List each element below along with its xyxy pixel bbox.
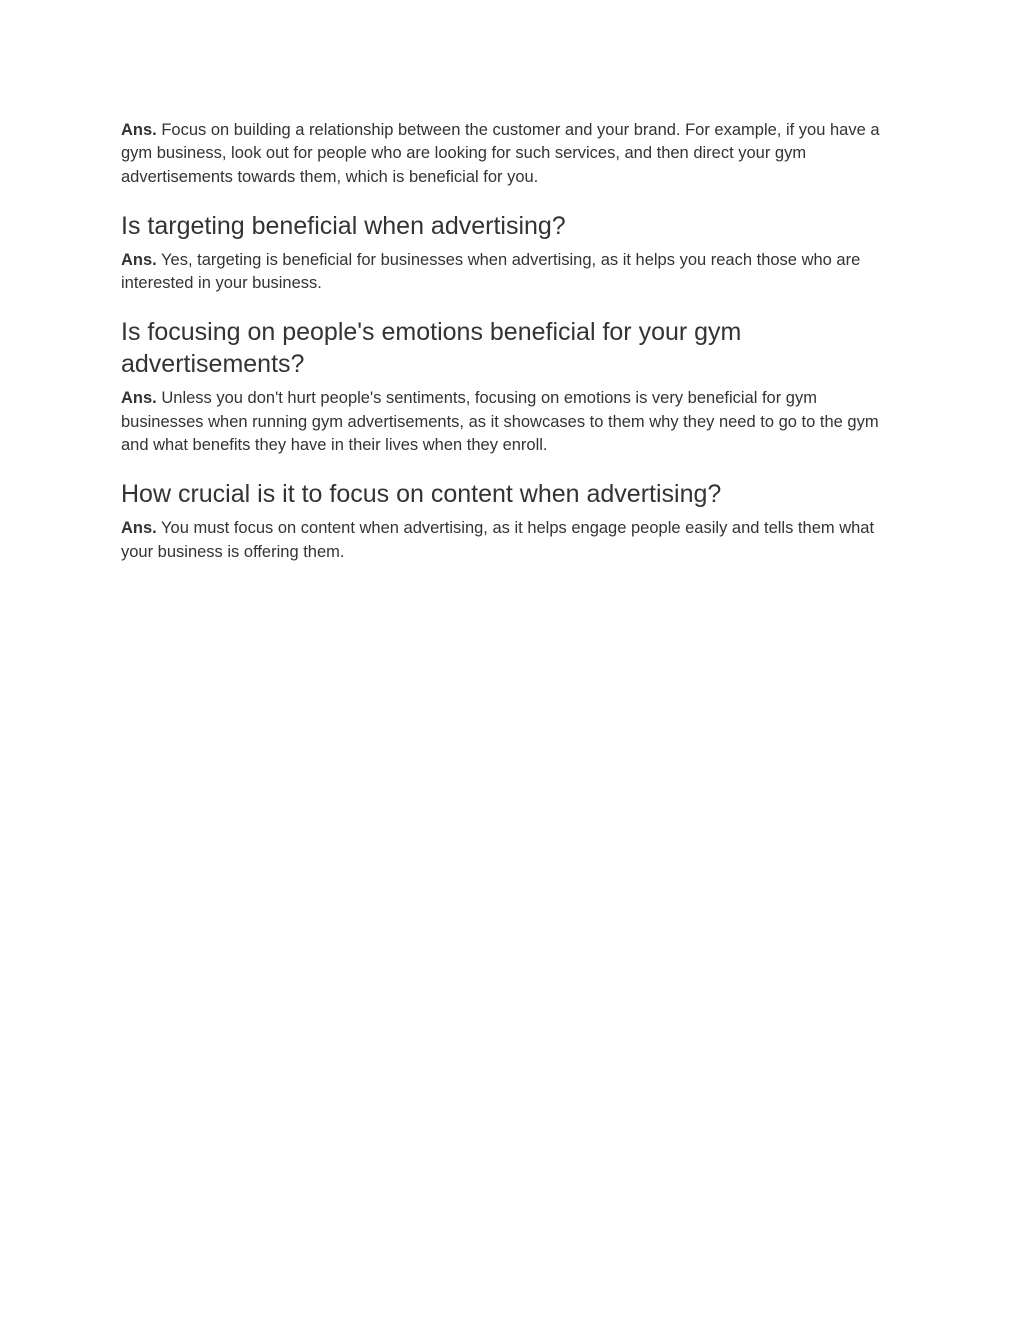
answer-paragraph: [121, 249, 896, 296]
answer-text: Yes, targeting is beneficial for businesses when advertising, as it helps you reach those who are interested in your business.: [121, 250, 861, 293]
answer-label: Ans.: [121, 121, 157, 139]
answer-text: Focus on building a relationship between the customer and your brand. For example, if you have a gym business, look out for people who are looking for such services, and then direct your gym advertisements towards them, which is beneficial for you.: [121, 121, 880, 186]
answer-label: Ans.: [121, 389, 157, 408]
faq-item-emotions: [121, 316, 896, 457]
question-heading: Is targeting beneficial when advertising?: [121, 211, 566, 240]
answer-label: Ans.: [121, 519, 157, 538]
answer-paragraph: [121, 387, 896, 457]
document-page: [121, 119, 896, 564]
answer-label: Ans.: [121, 250, 157, 269]
question-heading: How crucial is it to focus on content when advertising?: [121, 480, 722, 509]
answer-text: Unless you don't hurt people's sentiments, focusing on emotions is very beneficial for gym businesses when running gym advertisements, as it showcases to them why they need to go to the gym and what benefits they have in their lives when they enroll.: [121, 389, 879, 455]
faq-item-content: [121, 478, 896, 564]
answer-text: You must focus on content when advertising, as it helps engage people easily and tells them what your business is offering them.: [121, 519, 875, 561]
faq-item-targeting: [121, 210, 896, 296]
answer-paragraph: [121, 517, 896, 564]
intro-answer: [121, 119, 896, 189]
question-heading: Is focusing on people's emotions beneficial for your gym advertisements?: [121, 318, 742, 379]
